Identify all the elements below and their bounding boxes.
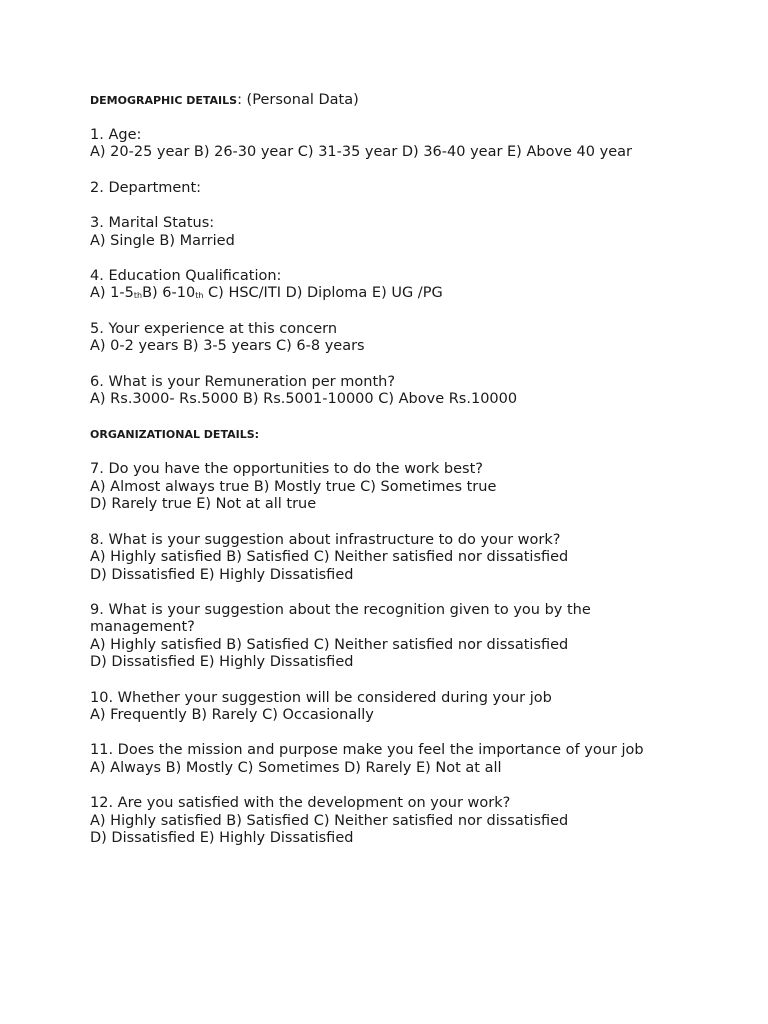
question-4 [90,268,690,303]
demographic-heading-bold: DEMOGRAPHIC DETAILS [90,94,238,107]
question-10-text: 10. Whether your suggestion will be considered during your job [90,689,552,706]
question-11-text: 11. Does the mission and purpose make you feel the importance of your job [90,742,644,759]
question-11 [90,742,690,777]
demographic-heading [90,90,690,110]
question-7-options-line2: D) Rarely true E) Not at all true [90,496,317,513]
question-12-options-line1: A) Highly satisfied B) Satisfied C) Neither satisfied nor dissatisfied [90,812,569,829]
question-4-option-a: A) 1-5 [90,285,134,302]
question-3 [90,215,690,250]
question-6 [90,374,690,409]
question-4-option-rest: C) HSC/ITI D) Diploma E) UG /PG [208,285,443,302]
question-1-options: A) 20-25 year B) 26-30 year C) 31-35 year D) 36-40 year E) Above 40 year [90,144,632,161]
question-9-text: 9. What is your suggestion about the recognition given to you by the management? [90,601,591,636]
question-4-text: 4. Education Qualification: [90,268,282,285]
demographic-heading-subtitle: : (Personal Data) [237,92,359,108]
question-2 [90,180,690,197]
question-9 [90,602,690,672]
question-1-text: 1. Age: [90,127,142,143]
question-7-text: 7. Do you have the opportunities to do the work best? [90,461,483,478]
question-12 [90,795,690,847]
questionnaire-page [90,90,690,847]
organizational-heading: ORGANIZATIONAL DETAILS: [90,428,260,442]
question-4-option-b: B) 6-10 [142,285,196,302]
question-12-options-line2: D) Dissatisfied E) Highly Dissatisfied [90,829,354,846]
question-4-options [90,285,690,302]
question-3-text: 3. Marital Status: [90,215,215,232]
question-1 [90,127,690,162]
question-5-text: 5. Your experience at this concern [90,320,338,337]
question-10-options: A) Frequently B) Rarely C) Occasionally [90,706,374,723]
question-7 [90,461,690,513]
question-10 [90,690,690,725]
question-6-options: A) Rs.3000- Rs.5000 B) Rs.5001-10000 C) Above Rs.10000 [90,391,518,408]
question-12-text: 12. Are you satisfied with the development on your work? [90,795,511,812]
question-4-option-b-suffix: th [195,291,204,301]
question-8-options-line2: D) Dissatisfied E) Highly Dissatisfied [90,566,354,583]
question-3-options: A) Single B) Married [90,232,235,249]
question-2-text: 2. Department: [90,179,202,196]
question-5 [90,321,690,356]
question-6-text: 6. What is your Remuneration per month? [90,373,396,390]
question-7-options-line1: A) Almost always true B) Mostly true C) Sometimes true [90,478,497,495]
question-8 [90,532,690,584]
question-4-option-a-suffix: th [133,291,143,301]
question-5-options: A) 0-2 years B) 3-5 years C) 6-8 years [90,338,365,355]
question-9-options-line1: A) Highly satisfied B) Satisfied C) Neither satisfied nor dissatisfied [90,636,569,653]
question-11-options: A) Always B) Mostly C) Sometimes D) Rarely E) Not at all [90,759,502,776]
question-9-options-line2: D) Dissatisfied E) Highly Dissatisfied [90,654,354,671]
question-8-options-line1: A) Highly satisfied B) Satisfied C) Neither satisfied nor dissatisfied [90,549,569,566]
question-8-text: 8. What is your suggestion about infrastructure to do your work? [90,531,561,548]
